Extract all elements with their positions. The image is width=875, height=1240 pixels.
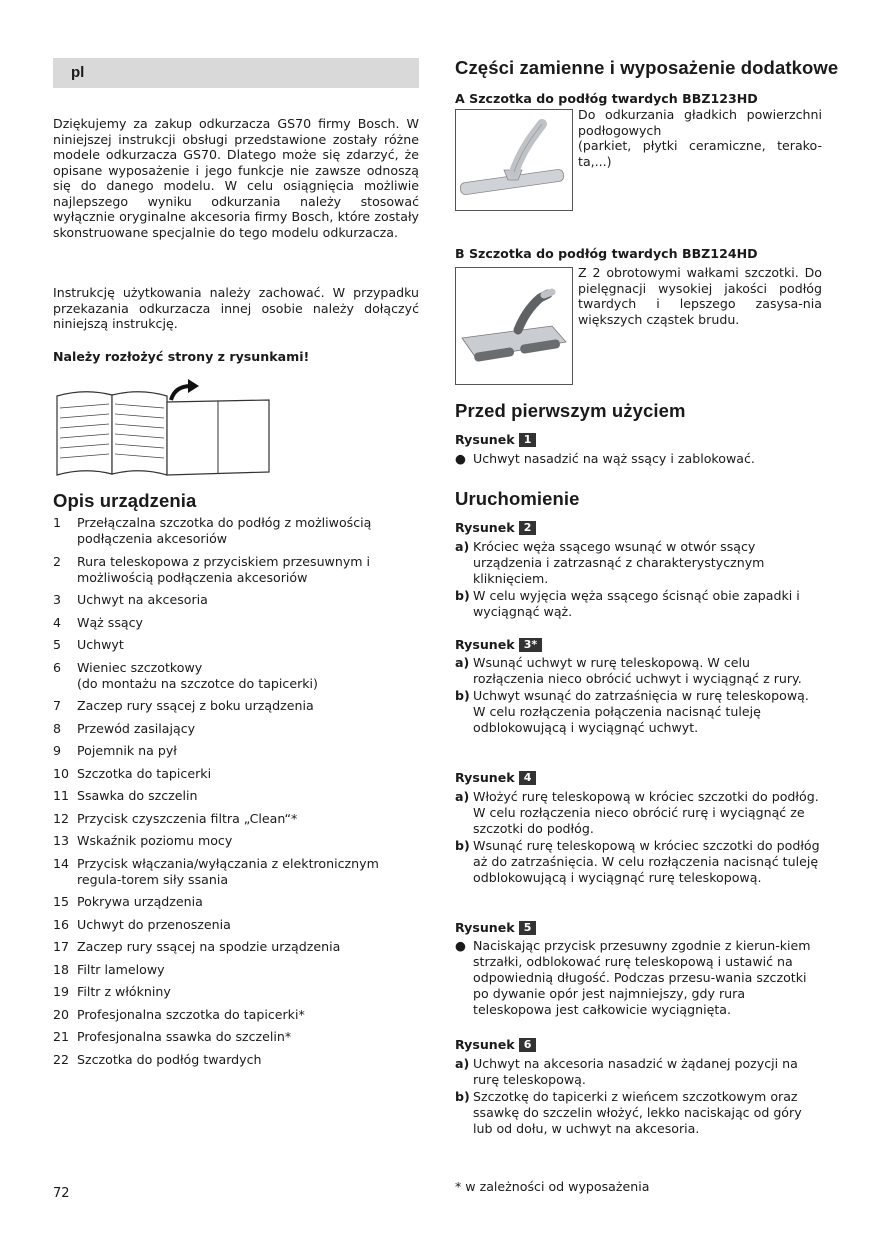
unfold-pages-illustration (55, 378, 275, 478)
figure-5-label: Rysunek 5 (455, 920, 536, 935)
device-description-title: Opis urządzenia (53, 490, 197, 511)
accessory-a-image (455, 109, 573, 211)
before-first-use-title: Przed pierwszym użyciem (455, 400, 686, 421)
list-item: 11 Ssawka do szczelin (53, 788, 198, 803)
figure-number-badge: 5 (519, 921, 537, 935)
parts-list (53, 515, 419, 1074)
list-item: 14 Przycisk włączania/wyłączania z elektronicznym regula-torem siły ssania (53, 855, 379, 887)
accessory-a-title: A Szczotka do podłóg twardych BBZ123HD (455, 91, 758, 106)
footnote: * w zależności od wyposażenia (455, 1179, 650, 1194)
language-header (53, 58, 419, 88)
list-item: 17 Zaczep rury ssącej na spodzie urządzenia (53, 939, 341, 954)
list-item: 10 Szczotka do tapicerki (53, 765, 212, 781)
instruction-step: b) Szczotkę do tapicerki z wieńcem szczotkowym oraz ssawkę do szczelin włożyć, lekko naciskając od góry lub od dołu, w uchwyt na akcesoria. (455, 1089, 802, 1136)
list-item: 8 Przewód zasilający (53, 720, 196, 736)
instruction-step: a) Wsunąć uchwyt w rurę teleskopową. W celu rozłączenia nieco obrócić uchwyt i wyciągnąć z rury. (455, 655, 802, 686)
accessory-a-description: Do odkurzania gładkich powierzchni podłogowych (parkiet, płytki ceramiczne, terako-ta,...) (578, 107, 822, 169)
keep-instructions-paragraph: Instrukcję użytkowania należy zachować. W przypadku przekazania odkurzacza innej osobie należy dołączyć niniejszą instrukcję. (53, 285, 419, 331)
list-item: 5 Uchwyt (53, 637, 124, 652)
spare-parts-title: Części zamienne i wyposażenie dodatkowe (455, 57, 839, 78)
accessory-b-title: B Szczotka do podłóg twardych BBZ124HD (455, 246, 758, 261)
floor-brush-icon (456, 110, 572, 210)
figure-number-badge: 2 (519, 521, 537, 535)
list-item: 21 Profesjonalna ssawka do szczelin* (53, 1029, 292, 1044)
instruction-step: b) Uchwyt wsunąć do zatrzaśnięcia w rurę teleskopową. W celu rozłączenia połączenia nacisnąć tuleję odblokowującą i wyciągnąć uchwyt. (455, 688, 809, 735)
figure-1-label: Rysunek 1 (455, 432, 536, 447)
figure-number-badge: 6 (519, 1038, 537, 1052)
unfold-note: Należy rozłożyć strony z rysunkami! (53, 349, 310, 364)
instruction-step: a) Uchwyt na akcesoria nasadzić w żądanej pozycji na rurę teleskopową. (455, 1056, 798, 1087)
startup-title: Uruchomienie (455, 488, 580, 509)
list-item: 16 Uchwyt do przenoszenia (53, 916, 231, 932)
list-item: 3 Uchwyt na akcesoria (53, 592, 208, 607)
list-item: 4 Wąż ssący (53, 614, 144, 630)
figure-number-badge: 1 (519, 433, 537, 447)
accessory-b-description: Z 2 obrotowymi wałkami szczotki. Do pielęgnacji wysokiej jakości podłóg twardych i lepszego zasysa-nia większych cząstek brudu. (578, 265, 822, 327)
list-item: 1 Przełączalna szczotka do podłóg z możliwością podłączenia akcesoriów (53, 515, 372, 546)
list-item: 12 Przycisk czyszczenia filtra „Clean“* (53, 810, 298, 826)
figure-6-label: Rysunek 6 (455, 1037, 536, 1052)
list-item: 15 Pokrywa urządzenia (53, 894, 203, 909)
list-item: 20 Profesjonalna szczotka do tapicerki* (53, 1006, 305, 1022)
instruction-step: ● Naciskając przycisk przesuwny zgodnie z kierun-kiem strzałki, odblokować rurę teleskopową i ustawić na odpowiednią długość. Podczas przesu-wania szczotki po dywanie opór jest najmniejszy, gdy rura teleskopowa jest całkowicie wyciągnięta. (455, 938, 811, 1017)
instruction-step: b) W celu wyjęcia węża ssącego ścisnąć obie zapadki i wyciągnąć wąż. (455, 588, 800, 619)
list-item: 7 Zaczep rury ssącej z boku urządzenia (53, 698, 314, 713)
instruction-step: a) Króciec węża ssącego wsunąć w otwór ssący urządzenia i zatrzasnąć z charakterystycznym kliknięciem. (455, 539, 765, 586)
list-item: 22 Szczotka do podłóg twardych (53, 1051, 262, 1067)
figure-number-badge: 3* (519, 638, 542, 652)
list-item: 6 Wieniec szczotkowy (do montażu na szczotce do tapicerki) (53, 659, 318, 691)
list-item: 13 Wskaźnik poziomu mocy (53, 833, 233, 848)
figure-number-badge: 4 (519, 771, 537, 785)
figure-2-label: Rysunek 2 (455, 520, 536, 535)
list-item: 9 Pojemnik na pył (53, 743, 177, 758)
instruction-step: b) Wsunąć rurę teleskopową w króciec szczotki do podłóg aż do zatrzaśnięcia. W celu rozłączenia nacisnąć tuleję odblokowującą i wyciągnąć rurę teleskopową. (455, 838, 820, 885)
list-item: 19 Filtr z włókniny (53, 984, 171, 999)
list-item: 2 Rura teleskopowa z przyciskiem przesuwnym i możliwością podłączenia akcesoriów (53, 553, 371, 585)
roller-brush-icon (456, 268, 572, 384)
language-code: pl (71, 64, 85, 81)
instruction-step: ● Uchwyt nasadzić na wąż ssący i zablokować. (455, 451, 755, 466)
figure-4-label: Rysunek 4 (455, 770, 536, 785)
list-item: 18 Filtr lamelowy (53, 961, 165, 977)
instruction-step: a) Włożyć rurę teleskopową w króciec szczotki do podłóg. W celu rozłączenia nieco obrócić rurę i wyciągnąć ze szczotki do podłóg. (455, 789, 819, 836)
figure-3-label: Rysunek 3* (455, 637, 542, 652)
intro-paragraph: Dziękujemy za zakup odkurzacza GS70 firmy Bosch. W niniejszej instrukcji obsługi przedstawione zostały różne modele odkurzacza GS70. Dlatego może się zdarzyć, że opisane wyposażenie i jego funkcje nie zawsze odnoszą się do danego modelu. W celu osiągnięcia możliwie najlepszego wyniku odkurzania należy stosować wyłącznie oryginalne akcesoria firmy Bosch, które zostały skonstruowane specjalnie do tego modelu odkurzacza. (53, 116, 419, 240)
page-number: 72 (53, 1186, 70, 1201)
accessory-b-image (455, 267, 573, 385)
